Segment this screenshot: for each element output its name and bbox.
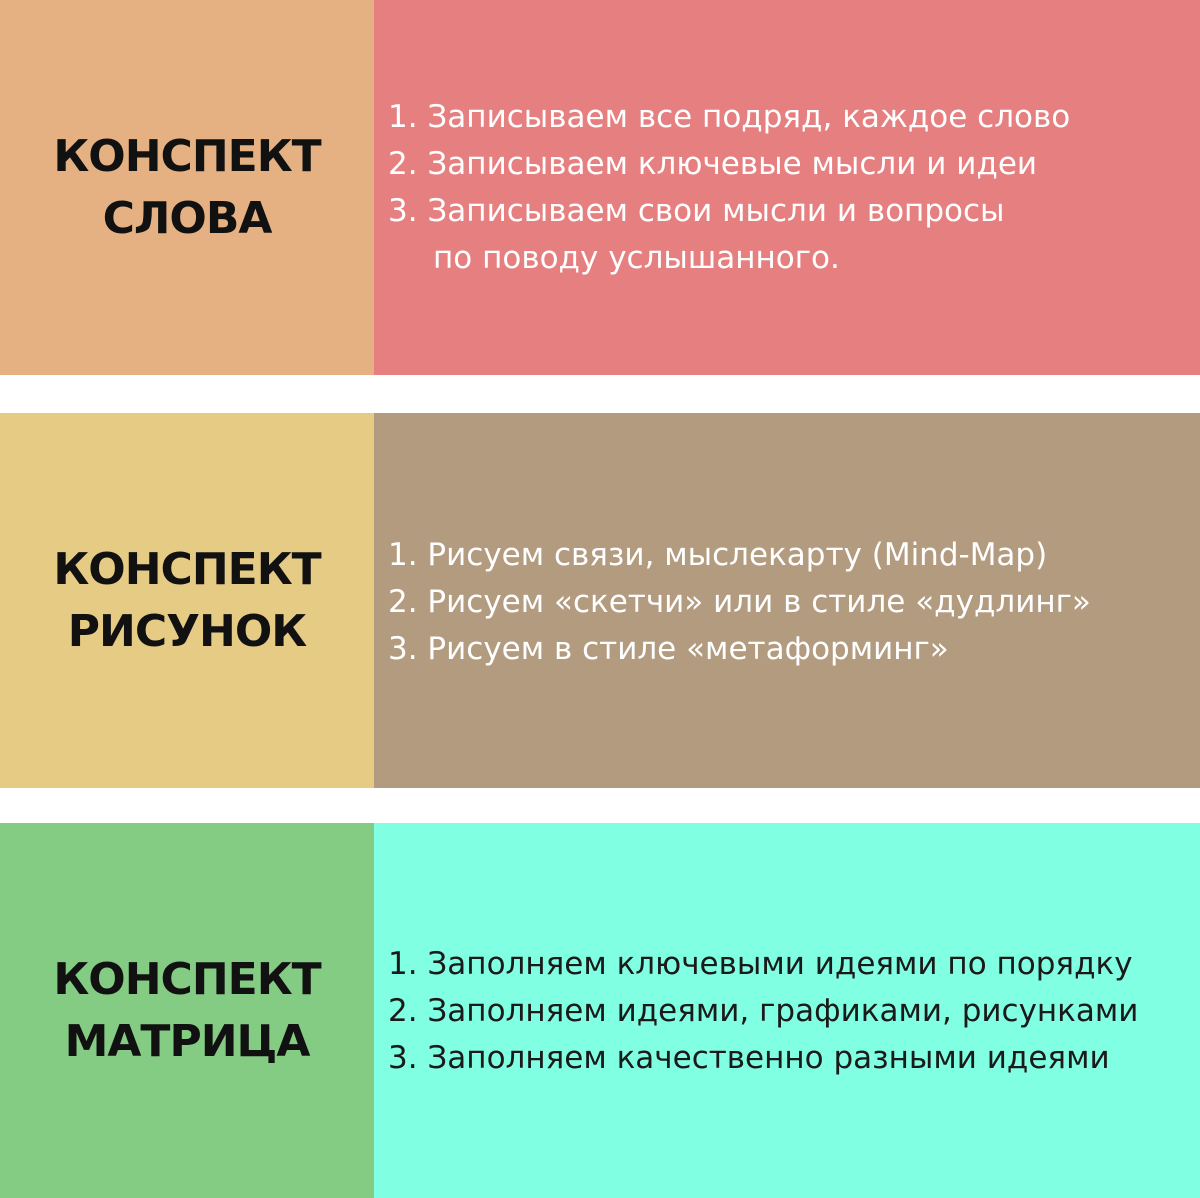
list-item: 1. Записываем все подряд, каждое слово [388,99,1071,135]
row-label-line: КОНСПЕКТ [53,953,321,1005]
list-item: 3. Заполняем качественно разными идеями [388,1040,1110,1076]
list-item: 3. Записываем свои мысли и вопросы [388,193,1005,229]
row-content-block [374,0,1200,375]
list-item: 2. Записываем ключевые мысли и идеи [388,146,1038,182]
list-item: 3. Рисуем в стиле «метаформинг» [388,631,949,667]
row-label-line: КОНСПЕКТ [53,130,321,182]
row-konspekt-matrica [0,823,1200,1198]
list-item: 2. Рисуем «скетчи» или в стиле «дудлинг» [388,584,1091,620]
list-item-continuation: по поводу услышанного. [433,240,840,276]
row-content-block [374,413,1200,788]
row-konspekt-slova [0,0,1200,375]
list-item: 1. Заполняем ключевыми идеями по порядку [388,946,1133,982]
row-label-line: КОНСПЕКТ [53,543,321,595]
row-label-block [0,823,374,1198]
list-item: 2. Заполняем идеями, графиками, рисунками [388,993,1139,1029]
row-konspekt-risunok [0,413,1200,788]
list-item: 1. Рисуем связи, мыслекарту (Mind-Map) [388,537,1048,573]
row-label-line: РИСУНОК [67,605,307,657]
row-label-line: МАТРИЦА [64,1015,310,1067]
row-label-block [0,413,374,788]
row-label-block [0,0,374,375]
row-content-block [374,823,1200,1198]
row-label-line: СЛОВА [102,192,272,244]
